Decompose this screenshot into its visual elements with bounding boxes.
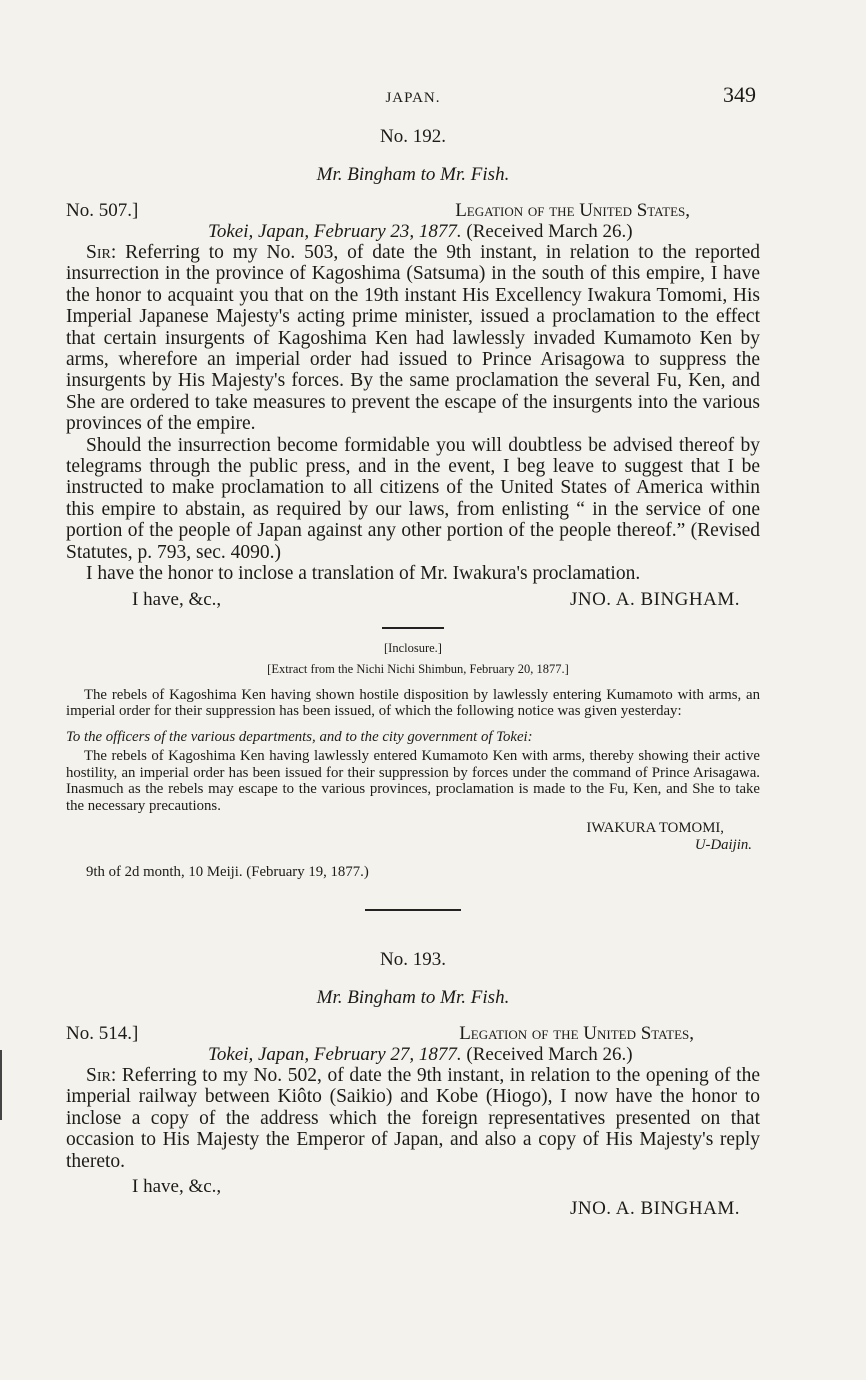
letter1-dispatch-no: No. 507.] xyxy=(66,200,139,221)
letter1-date-line xyxy=(66,221,760,242)
inclosure-para2: The rebels of Kagoshima Ken having lawlessly entered Kumamoto Ken with arms, thereby showing their active hostility, an imperial order has been issued for their suppression by forces under the command of Prince Arisagawa. Inasmuch as the rebels may escape to the various provinces, proclamation is made to the Fu, Ken, and She to take the necessary precautions. xyxy=(66,748,760,814)
letter2-place-date: Tokei, Japan, February 27, 1877. xyxy=(208,1043,462,1065)
inclosure-para1: The rebels of Kagoshima Ken having shown hostile disposition by lawlessly entering Kumamoto with arms, an imperial order for their suppression has been issued, of which the following notice was given yesterday: xyxy=(66,686,760,719)
inclosure-signer: IWAKURA TOMOMI, xyxy=(586,819,724,836)
inclosure-signature-block xyxy=(66,820,760,854)
letter1-para1-text: Referring to my No. 503, of date the 9th instant, in relation to the reported insurrection in the province of Kagoshima (Satsuma) in the south of this empire, I have the honor to acquaint you that on the 19th instant His Excellency Iwakura Tomomi, His Imperial Japanese Majesty's acting prime minister, issued a proclamation to the effect that certain insurgents of Kagoshima Ken had lawlessly invaded Kumamoto Ken by arms, wherefore an imperial order had issued to Prince Arisagowa to suppress the insurgents by His Majesty's forces. By the same proclamation the several Fu, Ken, and She are ordered to take measures to prevent the escape of the insurgents into the various provinces of the empire. xyxy=(66,242,760,435)
section-divider-rule xyxy=(365,909,461,911)
inclosure-dated: 9th of 2d month, 10 Meiji. (February 19, 1877.) xyxy=(86,863,369,880)
letter1-body xyxy=(66,242,760,585)
letter1-dispatch-line xyxy=(66,200,760,221)
letter2-para1-text: Referring to my No. 502, of date the 9th instant, in relation to the opening of the imperial railway between Kiôto (Saikio) and Kobe (Hiogo), I now have the honor to inclose a copy of the address which the foreign representatives presented on that occasion to His Majesty the Emperor of Japan, and also a copy of His Majesty's reply thereto. xyxy=(66,1064,761,1172)
letter1-place-date: Tokei, Japan, February 23, 1877. xyxy=(208,221,462,242)
running-title: JAPAN. xyxy=(385,90,441,106)
inclosure-body xyxy=(66,687,760,720)
letter2-para1 xyxy=(66,1065,760,1172)
letter1-received: (Received March 26.) xyxy=(466,221,633,242)
letter1-salutation: Sir: xyxy=(86,242,117,263)
page-number: 349 xyxy=(723,82,756,107)
scan-edge-mark xyxy=(0,1050,2,1120)
inclosure-extract-note: [Extract from the Nichi Nichi Shimbun, February 20, 1877.] xyxy=(267,661,569,676)
letter1-heading: Mr. Bingham to Mr. Fish. xyxy=(316,164,510,185)
letter2-dispatch-line xyxy=(66,1023,760,1044)
divider-rule xyxy=(382,627,444,629)
letter2-salutation: Sir: xyxy=(86,1064,117,1086)
letter2-signoff xyxy=(66,1176,760,1220)
letter1-para1 xyxy=(66,242,760,435)
running-header xyxy=(66,82,760,112)
letter2-legation: Legation of the United States, xyxy=(459,1022,694,1044)
letter2-heading: Mr. Bingham to Mr. Fish. xyxy=(316,986,510,1008)
letter2-signature: JNO. A. BINGHAM. xyxy=(569,1197,740,1219)
letter1-number: No. 192. xyxy=(380,126,446,147)
letter1-legation: Legation of the United States, xyxy=(455,200,690,221)
letter1-signoff xyxy=(66,589,760,611)
letter1-closing: I have, &c., xyxy=(132,588,222,610)
letter2-closing: I have, &c., xyxy=(132,1175,222,1197)
letter2-date-line xyxy=(66,1044,760,1065)
inclosure-address: To the officers of the various departments, and to the city government of Tokei: xyxy=(66,729,533,746)
letter2-body xyxy=(66,1065,760,1172)
inclosure-label: [Inclosure.] xyxy=(384,640,442,655)
letter1-para2: Should the insurrection become formidable you will doubtless be advised thereof by telegrams through the public press, and in the event, I beg leave to suggest that I be instructed to make proclamation to all citizens of the United States of America within this empire to abstain, as required by our laws, from enlisting “ in the service of one portion of the people of Japan against any other portion of the people thereof.” (Revised Statutes, p. 793, sec. 4090.) xyxy=(66,434,760,563)
letter1-signature: JNO. A. BINGHAM. xyxy=(569,588,740,610)
inclosure-body-2 xyxy=(66,748,760,814)
letter2-number: No. 193. xyxy=(380,948,446,970)
document-page xyxy=(66,82,760,1220)
inclosure-signer-title: U-Daijin. xyxy=(694,836,752,853)
letter1-para3: I have the honor to inclose a translation of Mr. Iwakura's proclamation. xyxy=(86,563,641,585)
letter2-received: (Received March 26.) xyxy=(466,1043,633,1065)
letter2-dispatch-no: No. 514.] xyxy=(66,1022,139,1044)
